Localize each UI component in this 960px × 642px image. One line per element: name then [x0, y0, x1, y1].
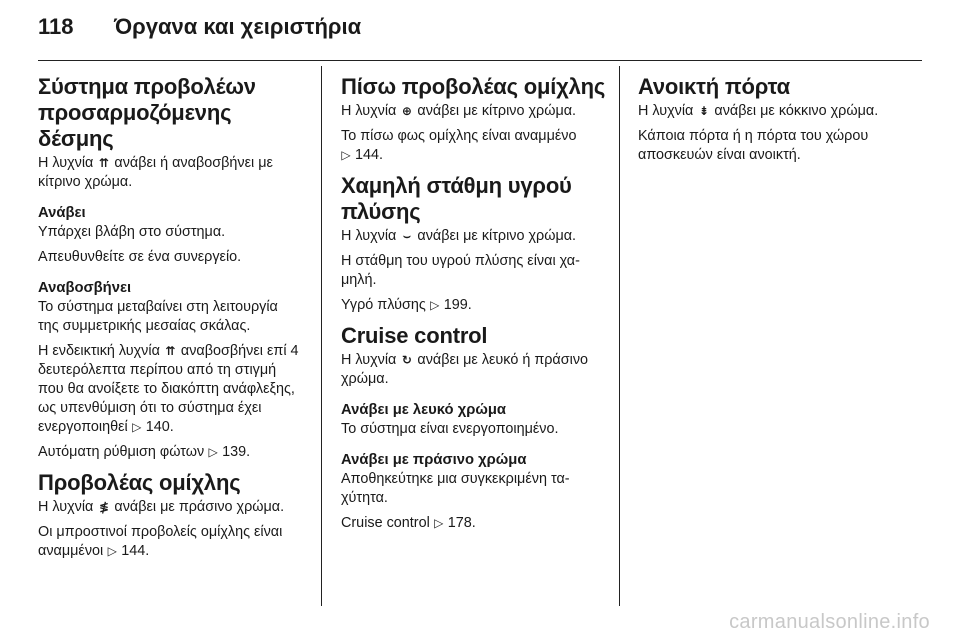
subheading-white: Ανάβει με λευκό χρώμα	[341, 402, 507, 418]
paragraph: Κάποια πόρτα ή η πόρτα του χώρου αποσκευών είναι ανοικτή.	[638, 128, 869, 163]
page-number: 118	[38, 14, 74, 39]
column-3	[638, 66, 906, 171]
paragraph: Η ενδεικτική λυχνία ⇈ αναβοσβήνει επί 4 δευτερόλεπτα περίπου από τη στιγμή που θα ανοίξετε το διακόπτη ανάφλεξης, ως υπενθύμιση ότι το σύστημα έχει ενεργοποιηθεί ▷ 140.	[38, 343, 299, 435]
column-divider	[619, 66, 620, 606]
page-ref[interactable]: 178.	[447, 515, 476, 531]
column-divider	[321, 66, 322, 606]
section-heading-afs: Σύστημα προβολέων προσαρμοζόμενης δέσμης	[38, 74, 256, 151]
page-ref-icon: ▷	[434, 516, 444, 530]
section-heading-fog: Προβολέας ομίχλης	[38, 470, 241, 495]
page-ref-icon: ▷	[430, 298, 440, 312]
paragraph: Το σύστημα είναι ενεργοποιημένο.	[341, 421, 559, 437]
page-ref[interactable]: 140.	[145, 419, 174, 435]
page-header	[38, 14, 361, 48]
page-ref[interactable]: 139.	[222, 444, 251, 460]
paragraph: Υγρό πλύσης ▷ 199.	[341, 297, 472, 313]
page-ref-icon: ▷	[341, 148, 351, 162]
paragraph: Το πίσω φως ομίχλης είναι αναμμένο ▷ 144.	[341, 128, 577, 163]
paragraph: Απευθυνθείτε σε ένα συνεργείο.	[38, 249, 242, 265]
subheading-green: Ανάβει με πράσινο χρώμα	[341, 452, 527, 468]
header-rule	[38, 60, 922, 61]
rear-fog-lamp-icon: ⊕	[401, 104, 412, 118]
column-1	[38, 66, 300, 567]
section-heading-door: Ανοικτή πόρτα	[638, 74, 790, 99]
cruise-control-icon: ↻	[401, 353, 412, 367]
paragraph: Το σύστημα μεταβαίνει στη λειτουργία της συμμετρικής μεσαίας σκάλας.	[38, 299, 278, 334]
front-fog-lamp-icon: ≸	[98, 500, 109, 514]
paragraph: Οι μπροστινοί προβολείς ομίχλης είναι αναμμένοι ▷ 144.	[38, 524, 283, 559]
paragraph: Η λυχνία ↻ ανάβει με λευκό ή πράσινο χρώμα.	[341, 352, 589, 387]
paragraph: Αυτόματη ρύθμιση φώτων ▷ 139.	[38, 444, 251, 460]
page-ref-icon: ▷	[107, 544, 117, 558]
page-ref[interactable]: 144.	[355, 147, 384, 163]
washer-fluid-icon: ⌣	[402, 229, 411, 243]
watermark: carmanualsonline.info	[729, 611, 930, 633]
section-heading-rear-fog: Πίσω προβολέας ομίχλης	[341, 74, 606, 99]
paragraph: Cruise control ▷ 178.	[341, 515, 476, 531]
paragraph: Η λυχνία ⌣ ανάβει με κίτρινο χρώμα.	[341, 228, 577, 244]
paragraph: Αποθηκεύτηκε μια συγκεκριμένη ταχύτητα.	[341, 471, 570, 506]
afs-lamp-icon: ⇈	[165, 344, 176, 358]
subheading-on: Ανάβει	[38, 205, 86, 221]
afs-paragraph: Η λυχνία ⇈ ανάβει ή αναβοσβήνει με κίτρινο χρώμα.	[38, 155, 273, 190]
subheading-flash: Αναβοσβήνει	[38, 280, 132, 296]
paragraph: Η λυχνία ⊕ ανάβει με κίτρινο χρώμα.	[341, 103, 577, 119]
section-heading-washer: Χαμηλή στάθμη υγρού πλύσης	[341, 173, 572, 224]
door-open-icon: ⇟	[698, 104, 709, 118]
paragraph: Υπάρχει βλάβη στο σύστημα.	[38, 224, 226, 240]
section-heading-cruise: Cruise control	[341, 323, 488, 348]
page-ref[interactable]: 144.	[121, 543, 150, 559]
paragraph: Η λυχνία ⇟ ανάβει με κόκκινο χρώμα.	[638, 103, 879, 119]
page-ref[interactable]: 199.	[443, 297, 472, 313]
paragraph: Η στάθμη του υγρού πλύσης είναι χαμηλή.	[341, 253, 580, 288]
paragraph: Η λυχνία ≸ ανάβει με πράσινο χρώμα.	[38, 499, 285, 515]
page-ref-icon: ▷	[208, 445, 218, 459]
page-ref-icon: ▷	[132, 420, 142, 434]
page-title: Όργανα και χειριστήρια	[114, 14, 362, 39]
column-2	[341, 66, 609, 539]
afs-lamp-icon: ⇈	[98, 156, 109, 170]
